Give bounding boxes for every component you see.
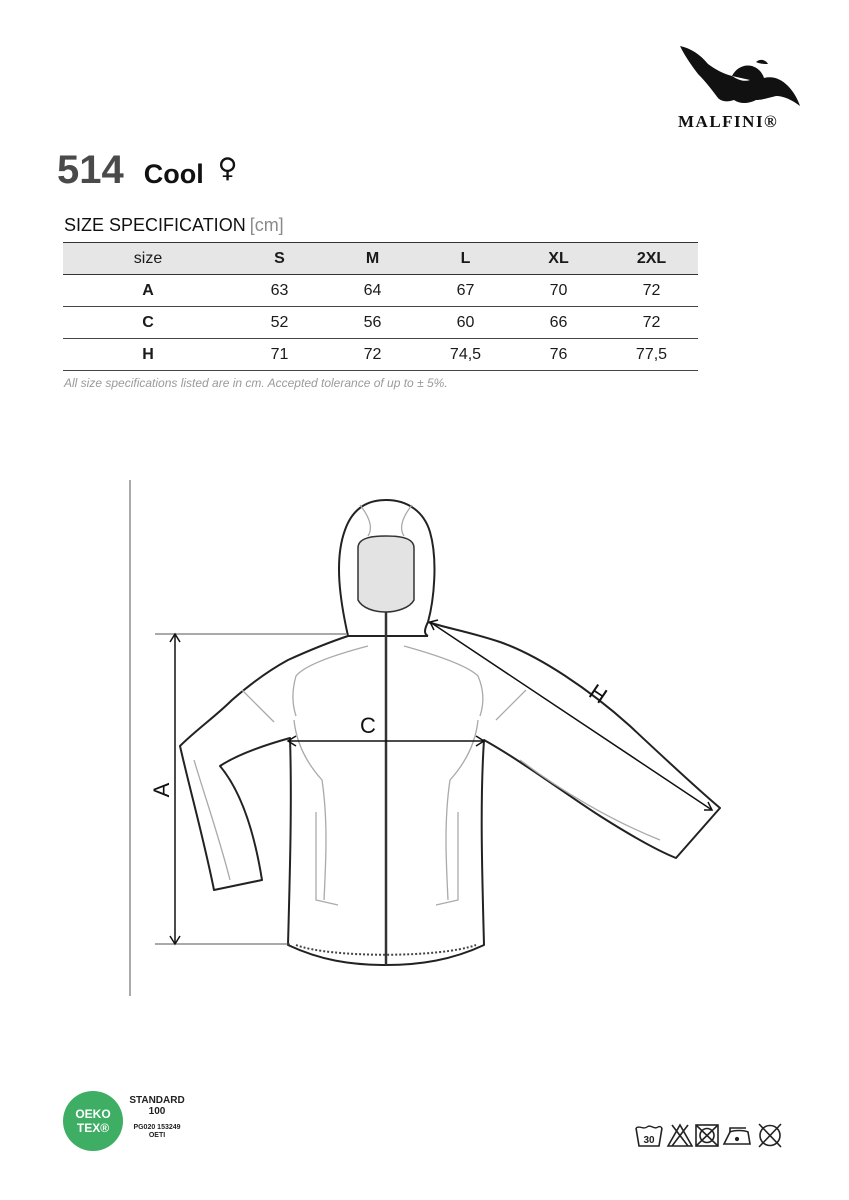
label-c: C [360, 713, 376, 738]
measurement-a [155, 634, 346, 944]
care-symbols [634, 1120, 790, 1150]
iron-low-icon [724, 1128, 750, 1144]
label-a: A [149, 782, 174, 798]
female-gender-icon: ♀ [217, 153, 238, 184]
table-cell: 52 [233, 307, 326, 339]
table-row [63, 275, 698, 307]
table-cell: 76 [512, 339, 605, 371]
oeko-standard-number: 100 [148, 1106, 166, 1117]
table-cell: 70 [512, 275, 605, 307]
table-row [63, 307, 698, 339]
table-cell: 64 [326, 275, 419, 307]
size-spec-title: SIZE SPECIFICATION [64, 215, 246, 235]
table-cell: 66 [512, 307, 605, 339]
no-tumble-dry-icon [696, 1125, 718, 1146]
oeko-tex-details [124, 1095, 190, 1140]
row-label: A [63, 275, 233, 307]
header-xl: XL [512, 243, 605, 275]
wash-30-icon [636, 1126, 662, 1146]
header-2xl: 2XL [605, 243, 698, 275]
row-label: C [63, 307, 233, 339]
no-bleach-icon [668, 1125, 692, 1146]
table-row [63, 339, 698, 371]
table-header-row [63, 243, 698, 275]
oeko-badge-line2: TEX® [76, 1121, 110, 1135]
table-cell: 67 [419, 275, 512, 307]
header-m: M [326, 243, 419, 275]
header-l: L [419, 243, 512, 275]
size-table [63, 242, 698, 371]
jacket-measurement-diagram [0, 470, 849, 1010]
table-cell: 74,5 [419, 339, 512, 371]
table-cell: 71 [233, 339, 326, 371]
header-size: size [63, 243, 233, 275]
table-cell: 77,5 [605, 339, 698, 371]
table-cell: 72 [605, 307, 698, 339]
brand-logo [672, 38, 802, 138]
brand-wordmark: MALFINI® [678, 112, 779, 131]
oeko-tex-badge [63, 1091, 123, 1151]
measurement-h [430, 620, 712, 810]
wash-temp: 30 [643, 1135, 655, 1146]
jacket-seams [194, 505, 660, 905]
table-cell: 60 [419, 307, 512, 339]
table-cell: 56 [326, 307, 419, 339]
oeko-badge-line1: OEKO [75, 1107, 111, 1121]
oeko-standard: STANDARD [129, 1095, 185, 1106]
table-cell: 72 [605, 275, 698, 307]
header-s: S [233, 243, 326, 275]
page-title [57, 148, 238, 198]
label-h: H [584, 678, 612, 709]
model-name: Cool [143, 159, 204, 189]
size-spec-unit: [cm] [249, 215, 284, 235]
jacket-outline [180, 500, 720, 965]
oeko-institute: OETI [148, 1132, 166, 1139]
size-spec-heading [64, 215, 284, 236]
eagle-icon [672, 38, 802, 110]
oeko-cert-code: PG020 153249 [133, 1124, 181, 1131]
model-number: 514 [57, 148, 124, 192]
table-cell: 72 [326, 339, 419, 371]
no-dry-clean-icon [759, 1124, 781, 1147]
row-label: H [63, 339, 233, 371]
tolerance-note: All size specifications listed are in cm. Accepted tolerance of up to ± 5%. [64, 376, 448, 390]
table-cell: 63 [233, 275, 326, 307]
